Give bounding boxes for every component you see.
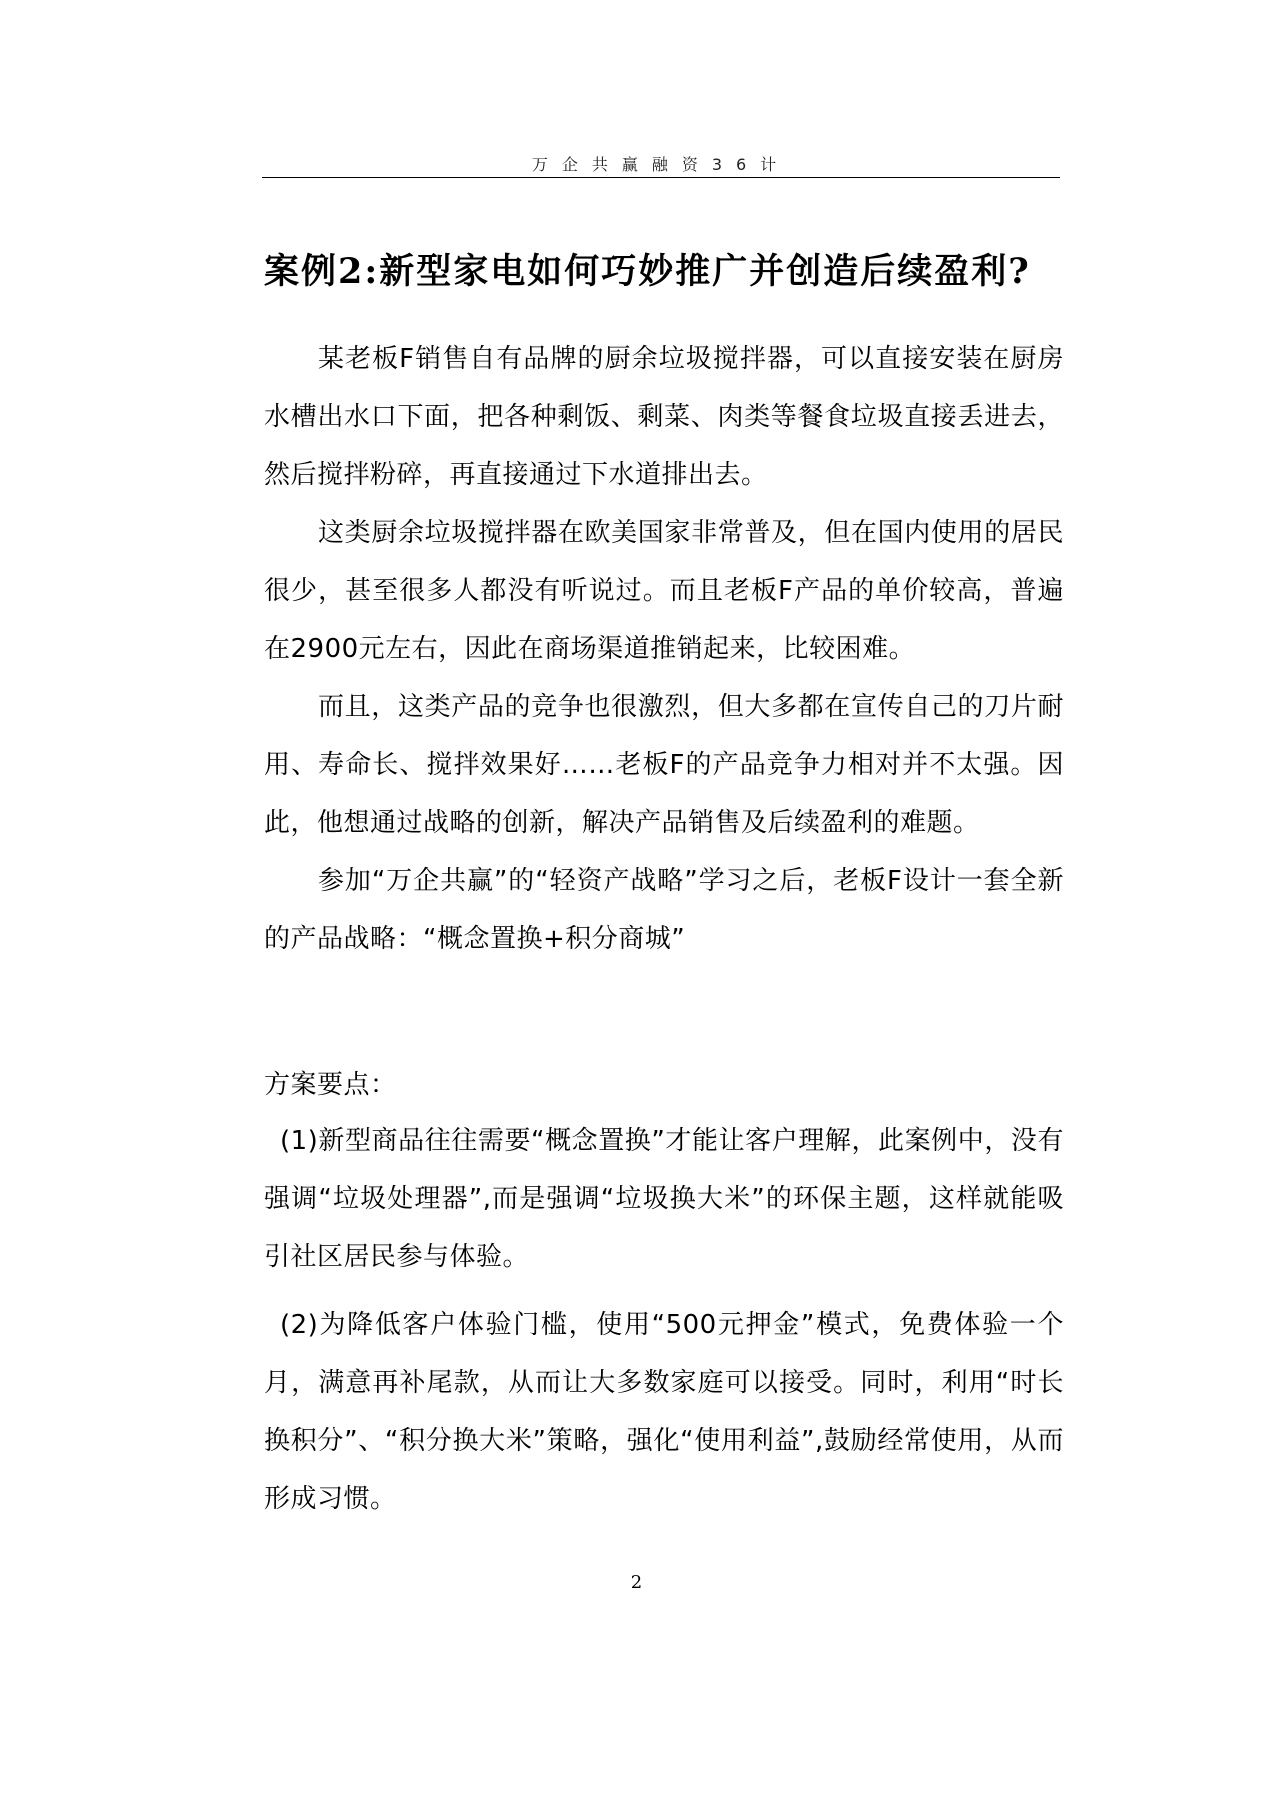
point-item: (2)为降低客户体验门槛，使用“500元押金”模式，免费体验一个月，满意再补尾款，从而让大多数家庭可以接受。同时，利用“时长换积分”、“积分换大米”策略，强化“使用利益”,鼓励经常使用，从而形成习惯。 (264, 1310, 1064, 1514)
section-label: 方案要点： (264, 1070, 397, 1100)
header-rule (262, 177, 1060, 178)
paragraph: 参加“万企共赢”的“轻资产战略”学习之后，老板F设计一套全新的产品战略：“概念置换+积分商城” (264, 866, 1064, 954)
point-item: (1)新型商品往往需要“概念置换”才能让客户理解，此案例中，没有强调“垃圾处理器”,而是强调“垃圾换大米”的环保主题，这样就能吸引社区居民参与体验。 (264, 1126, 1064, 1272)
key-points-list (264, 1112, 1064, 1290)
key-points-list-2 (264, 1296, 1064, 1528)
paragraph: 某老板F销售自有品牌的厨余垃圾搅拌器，可以直接安装在厨房水槽出水口下面，把各种剩饭、剩菜、肉类等餐食垃圾直接丢进去，然后搅拌粉碎，再直接通过下水道排出去。 (264, 344, 1064, 490)
key-points-section (264, 1056, 1064, 1114)
paragraph: 这类厨余垃圾搅拌器在欧美国家非常普及，但在国内使用的居民很少，甚至很多人都没有听说过。而且老板F产品的单价较高，普遍在2900元左右，因此在商场渠道推销起来，比较困难。 (264, 518, 1064, 664)
case-description (264, 330, 1064, 968)
page-number: 2 (630, 1572, 643, 1593)
running-header: 万企共赢融资36计 (531, 155, 791, 174)
case-title: 案例2:新型家电如何巧妙推广并创造后续盈利? (264, 251, 1031, 292)
paragraph: 而且，这类产品的竞争也很激烈，但大多都在宣传自己的刀片耐用、寿命长、搅拌效果好……老板F的产品竞争力相对并不太强。因此，他想通过战略的创新，解决产品销售及后续盈利的难题。 (264, 692, 1064, 838)
